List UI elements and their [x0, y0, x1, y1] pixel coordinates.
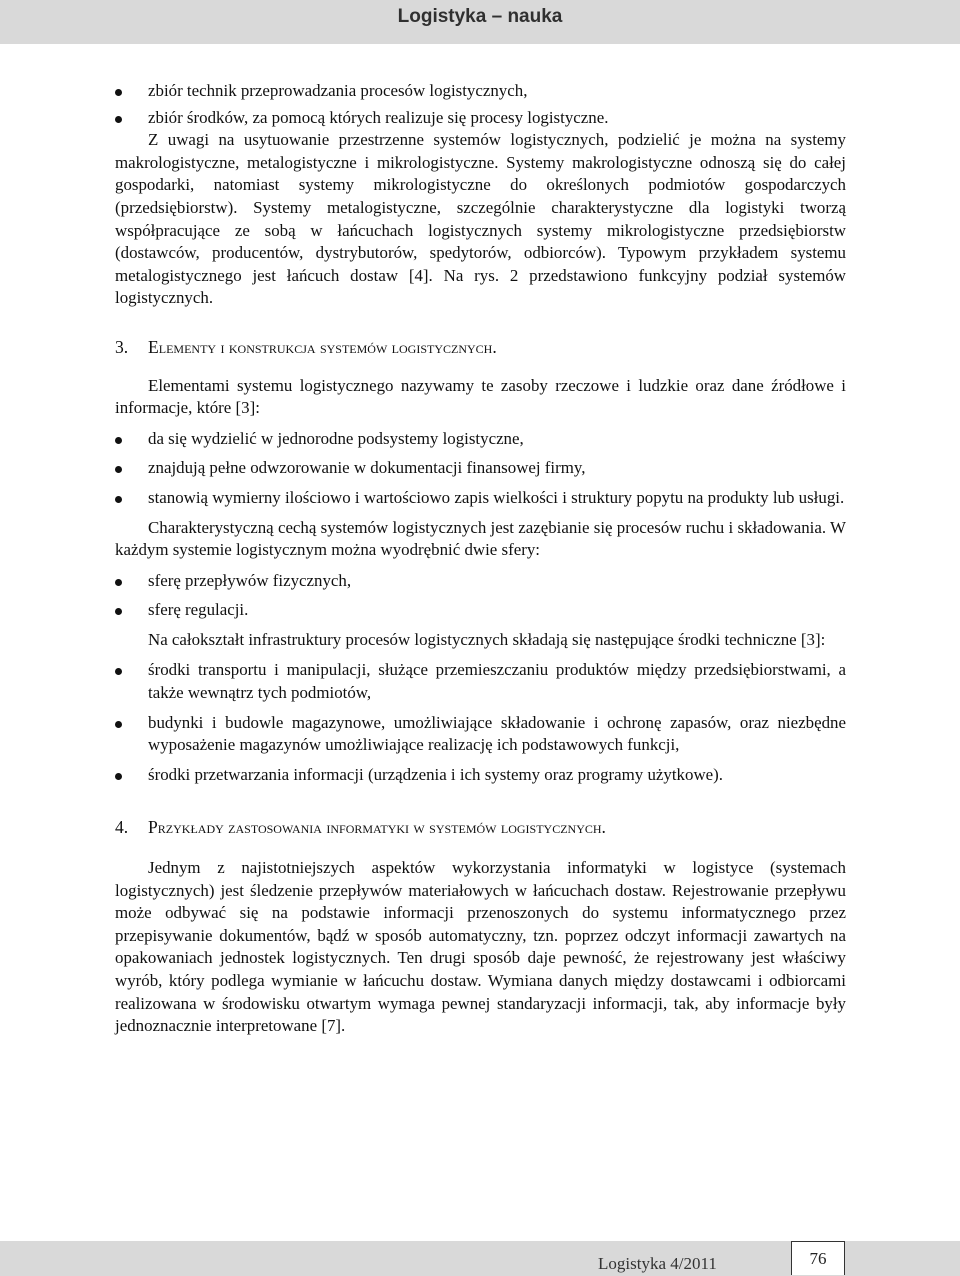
section-3-paragraph-2: Charakterystyczną cechą systemów logistycznych jest zazębianie się procesów ruchu i składowania. W każdym systemie logistycznym można wyodrębnić dwie sfery:	[115, 517, 846, 560]
list-item: da się wydzielić w jednorodne podsystemy logistyczne,	[115, 428, 846, 451]
bullet-icon	[115, 721, 122, 728]
footer-journal-issue: Logistyka 4/2011	[598, 1254, 717, 1273]
bullet-icon	[115, 496, 122, 503]
bullet-icon	[115, 437, 122, 444]
section-number: 4.	[115, 817, 129, 838]
list-item: budynki i budowle magazynowe, umożliwiające składowanie i ochronę zapasów, oraz niezbędne wyposażenie magazynów umożliwiające realizację ich podstawowych funkcji,	[115, 712, 846, 757]
header-title: Logistyka – nauka	[397, 6, 563, 27]
intro-paragraph: Z uwagi na usytuowanie przestrzenne systemów logistycznych, podzielić je można na systemy makrologistyczne, metalogistyczne i mikrologistyczne. Systemy makrologistyczne odnoszą się do całej gospodarki, natomiast systemy mikrologistyczne do określonych podmiotów gospodarczych (przedsiębiorstw). Systemy metalogistyczne, szczególnie charakterystyczne dla logistyki tworzą współpracujące ze sobą w łańcuchach logistycznych systemy mikrologistyczne przedsiębiorstw (dostawców, producentów, dystrybutorów, spedytorów, odbiorców). Typowym przykładem systemu metalogistycznego jest łańcuch dostaw [4]. Na rys. 2 przedstawiono funkcyjny podział systemów logistycznych.	[115, 130, 846, 308]
section-3-paragraph-3: Na całokształt infrastruktury procesów logistycznych składają się następujące środki techniczne [3]:	[148, 629, 826, 649]
bullet-icon	[115, 116, 122, 123]
list-item: sferę regulacji.	[115, 599, 846, 622]
list-item: stanowią wymierny ilościowo i wartościowo zapis wielkości i struktury popytu na produkty lub usługi.	[115, 487, 846, 510]
list-item: środki przetwarzania informacji (urządzenia i ich systemy oraz programy użytkowe).	[115, 764, 846, 787]
bullet-icon	[115, 579, 122, 586]
bullet-icon	[115, 608, 122, 615]
page-body	[115, 80, 846, 1038]
section-title: Elementy i konstrukcja systemów logistycznych.	[148, 336, 497, 357]
section-4-heading	[115, 816, 846, 839]
list-item: środki transportu i manipulacji, służące przemieszczaniu produktów między przedsiębiorstwami, a także wewnątrz tych podmiotów,	[115, 659, 846, 704]
list-item: zbiór środków, za pomocą których realizuje się procesy logistyczne.	[115, 107, 846, 130]
bullet-icon	[115, 89, 122, 96]
section-number: 3.	[115, 336, 129, 357]
list-item: znajdują pełne odwzorowanie w dokumentacji finansowej firmy,	[115, 457, 846, 480]
section-3-heading	[115, 336, 846, 359]
page-number: 76	[791, 1241, 845, 1275]
section-4-paragraph-1: Jednym z najistotniejszych aspektów wykorzystania informatyki w logistyce (systemach logistycznych) jest śledzenie przepływów materiałowych w łańcuchach dostaw. Rejestrowanie przepływu może odbywać się na podstawie informacji przenoszonych do systemu informatycznego przez przepisywanie dokumentów, bądź w sposób automatyczny, tzn. poprzez odczyt informacji zawartych na opakowaniach jednostek logistycznych. Ten drugi sposób daje pewność, że rejestrowany jest właściwy wyrób, który podlega wymianie w łańcuchu dostaw. Wymiana danych między dostawcami i odbiorcami realizowana w środowisku otwartym wymaga pewnej standaryzacji informacji, tak, aby informacje były jednoznacznie interpretowane [7].	[115, 858, 846, 1036]
section-3-bullet-list-1	[115, 428, 846, 510]
bullet-icon	[115, 668, 122, 675]
intro-bullet-list	[115, 80, 846, 129]
running-header	[0, 0, 960, 44]
bullet-icon	[115, 466, 122, 473]
list-item: zbiór technik przeprowadzania procesów logistycznych,	[115, 80, 846, 103]
bullet-icon	[115, 773, 122, 780]
section-3-bullet-list-2	[115, 570, 846, 622]
section-title: Przykłady zastosowania informatyki w systemów logistycznych.	[148, 817, 606, 838]
section-3-paragraph-1: Elementami systemu logistycznego nazywamy te zasoby rzeczowe i ludzkie oraz dane źródłowe i informacje, które [3]:	[115, 375, 846, 418]
list-item: sferę przepływów fizycznych,	[115, 570, 846, 593]
section-3-bullet-list-3	[115, 659, 846, 786]
